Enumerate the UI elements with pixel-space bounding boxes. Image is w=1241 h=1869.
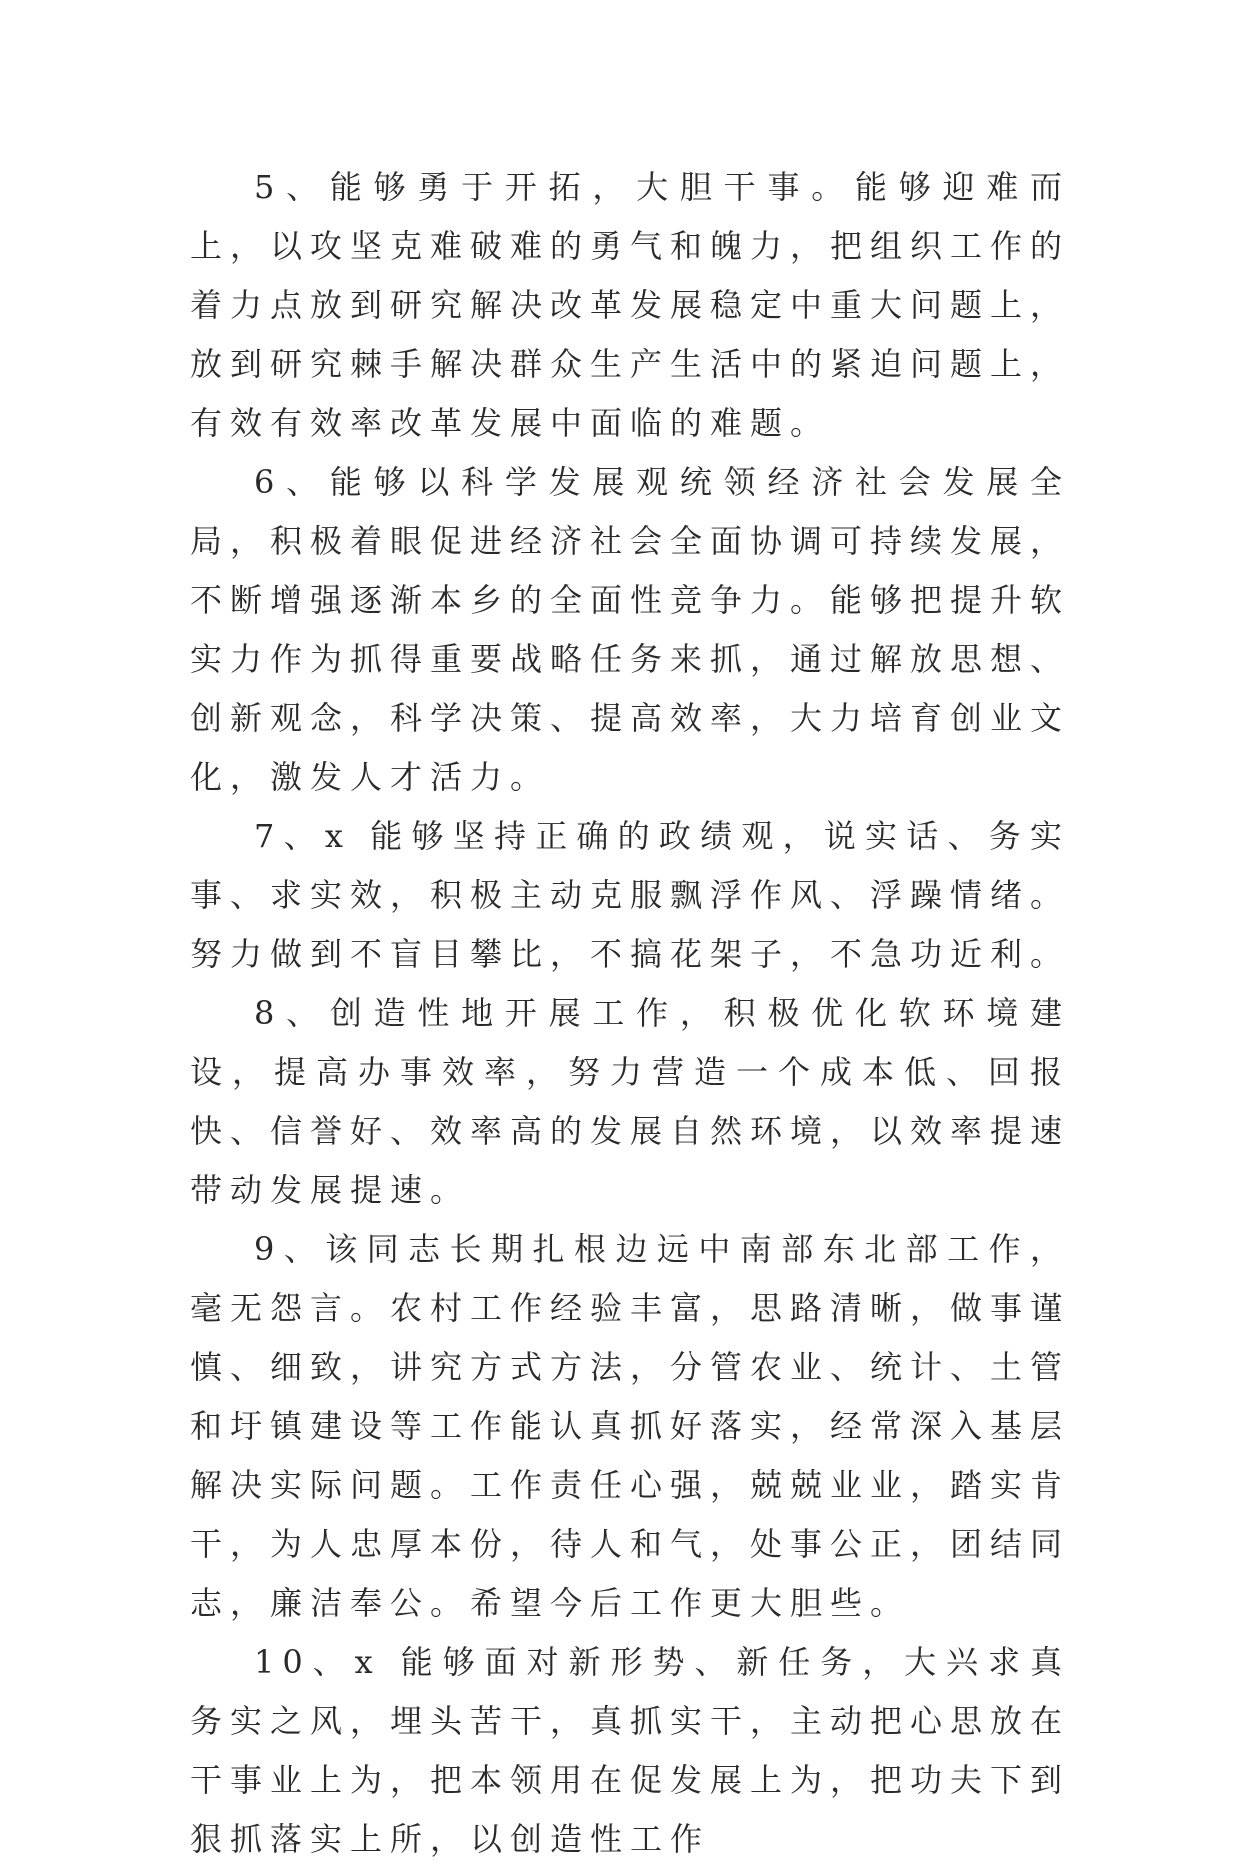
paragraph-10: 10、x 能够面对新形势、新任务，大兴求真务实之风，埋头苦干，真抓实干，主动把心思放在干事业上为，把本领用在促发展上为，把功夫下到狠抓落实上所，以创造性工作 (190, 1643, 1071, 1858)
paragraph-9: 9、该同志长期扎根边远中南部东北部工作，毫无怨言。农村工作经验丰富，思路清晰，做事谨慎、细致，讲究方式方法，分管农业、统计、土管和圩镇建设等工作能认真抓好落实，经常深入基层解决实际问题。工作责任心强，兢兢业业，踏实肯干，为人忠厚本份，待人和气，处事公正，团结同志，廉洁奉公。希望今后工作更大胆些。 (190, 1230, 1071, 1622)
paragraph-7: 7、x 能够坚持正确的政绩观，说实话、务实事、求实效，积极主动克服飘浮作风、浮躁情绪。努力做到不盲目攀比，不搞花架子，不急功近利。 (190, 817, 1071, 973)
paragraph-6: 6、能够以科学发展观统领经济社会发展全局，积极着眼促进经济社会全面协调可持续发展，不断增强逐渐本乡的全面性竞争力。能够把提升软实力作为抓得重要战略任务来抓，通过解放思想、创新观念，科学决策、提高效率，大力培育创业文化，激发人才活力。 (190, 463, 1071, 796)
document-body (190, 158, 1070, 1869)
paragraph-5: 5、能够勇于开拓，大胆干事。能够迎难而上，以攻坚克难破难的勇气和魄力，把组织工作的着力点放到研究解决改革发展稳定中重大问题上，放到研究棘手解决群众生产生活中的紧迫问题上，有效有效率改革发展中面临的难题。 (190, 168, 1071, 442)
paragraph-8: 8、创造性地开展工作，积极优化软环境建设，提高办事效率，努力营造一个成本低、回报快、信誉好、效率高的发展自然环境，以效率提速带动发展提速。 (190, 994, 1071, 1209)
